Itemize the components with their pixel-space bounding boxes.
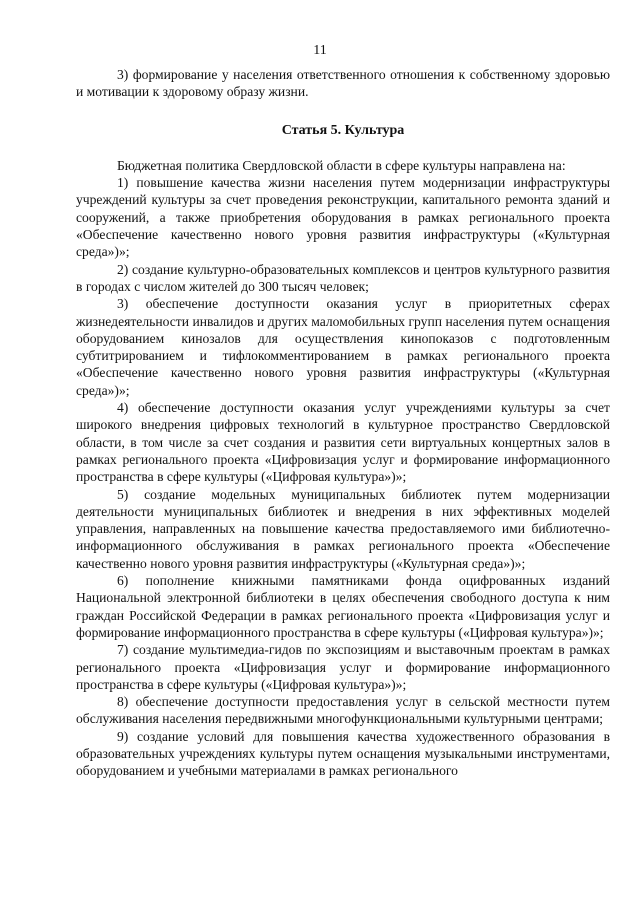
- article-title: Статья 5. Культура: [281, 122, 405, 138]
- list-item-4: 4) обеспечение доступности оказания услуг учреждениями культуры за счет широкого внедрения цифровых технологий в культурное пространство Свердловской области, в том числе за счет создания и развития сети виртуальных концертных залов в рамках регионального проекта «Цифровизация услуг и формирование информационного пространства в сфере культуры («Цифровая культура»)»;: [76, 400, 610, 485]
- lead-paragraph: Бюджетная политика Свердловской области в сфере культуры направлена на:: [117, 157, 566, 173]
- intro-paragraph: 3) формирование у населения ответственного отношения к собственному здоровью и мотивации к здоровому образу жизни.: [76, 67, 610, 100]
- list-item-6: 6) пополнение книжными памятниками фонда оцифрованных изданий Национальной электронной библиотеки в целях обеспечения свободного доступа к ним граждан Российской Федерации в рамках регионального проекта «Цифровизация услуг и формирование информационного пространства в сфере культуры («Цифровая культура»)»;: [76, 573, 610, 640]
- list-item-3: 3) обеспечение доступности оказания услуг в приоритетных сферах жизнедеятельности инвалидов и других маломобильных групп населения путем оснащения оборудованием кинозалов для осуществления кинопоказов с подготовленным субтитрированием и тифлокомментированием в рамках регионального проекта «Обеспечение качественно нового уровня развития инфраструктуры («Культурная среда»)»;: [76, 296, 610, 398]
- document-body: [76, 66, 610, 780]
- list-item-9: 9) создание условий для повышения качества художественного образования в образовательных учреждениях культуры путем оснащения музыкальными инструментами, оборудованием и учебными материалами в рамках регионального: [76, 728, 610, 779]
- list-item-1: 1) повышение качества жизни населения путем модернизации инфраструктуры учреждений культуры за счет проведения реконструкции, капитального ремонта зданий и сооружений, а также приобретения оборудования в рамках регионального проекта «Обеспечение качественно нового уровня развития инфраструктуры («Культурная среда»)»;: [76, 175, 610, 260]
- list-item-7: 7) создание мультимедиа-гидов по экспозициям и выставочным проектам в рамках регионального проекта «Цифровизация услуг и формирование информационного пространства в сфере культуры («Цифровая культура»)»;: [76, 642, 610, 692]
- list-item-8: 8) обеспечение доступности предоставления услуг в сельской местности путем обслуживания населения передвижными многофункциональными культурными центрами;: [76, 694, 610, 727]
- list-item-2: 2) создание культурно-образовательных комплексов и центров культурного развития в городах с числом жителей до 300 тысяч человек;: [76, 261, 610, 294]
- page-number: 11: [313, 43, 327, 58]
- list-item-5: 5) создание модельных муниципальных библиотек путем модернизации деятельности муниципальных библиотек и внедрения в них эффективных моделей управления, направленных на повышение качества предоставляемого ими библиотечно-информационного обслуживания в рамках регионального проекта «Обеспечение качественно нового уровня развития инфраструктуры («Культурная среда»)»;: [76, 486, 610, 571]
